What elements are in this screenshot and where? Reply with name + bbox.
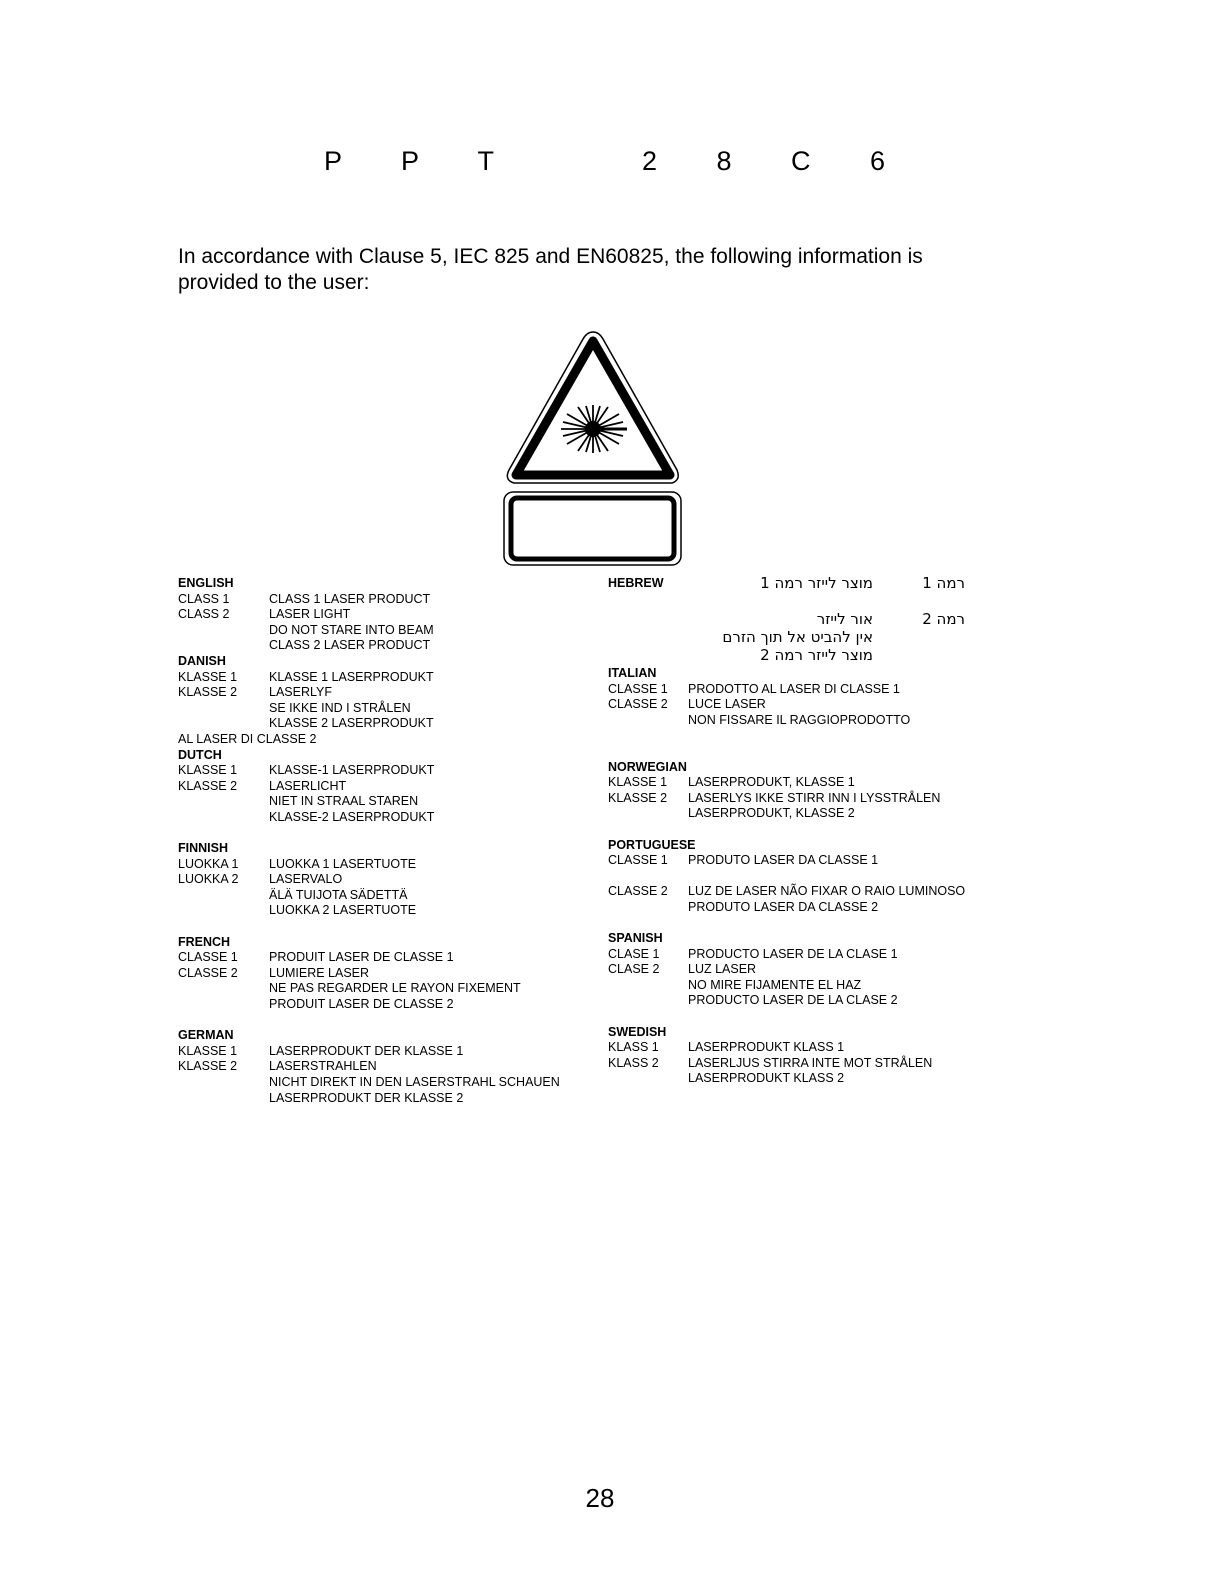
class-text: PRODUCTO LASER DE LA CLASE 2 xyxy=(688,993,898,1008)
class-label xyxy=(178,1075,269,1091)
class-text: LASERPRODUKT KLASS 1 xyxy=(688,1040,845,1055)
document-title: P P T 2 8 C 6 xyxy=(323,146,901,176)
class-text: NIET IN STRAAL STAREN xyxy=(269,794,419,809)
left-language-column xyxy=(178,576,588,1106)
class-label: CLASSE 2 xyxy=(178,965,238,980)
language-heading: DANISH xyxy=(178,653,226,668)
class-text: NICHT DIREKT IN DEN LASERSTRAHL SCHAUEN xyxy=(269,1075,560,1089)
class-text: SE IKKE IND I STRÅLEN xyxy=(269,700,411,715)
class-text: KLASSE 2 LASERPRODUKT xyxy=(269,716,434,731)
language-heading: ENGLISH xyxy=(178,576,234,590)
class-label: KLASS 2 xyxy=(608,1055,659,1070)
language-heading: SWEDISH xyxy=(608,1024,667,1039)
class-text: PRODUIT LASER DE CLASSE 2 xyxy=(269,997,454,1012)
page-number: 28 xyxy=(585,1483,615,1513)
class-label xyxy=(608,713,688,729)
class-text: NON FISSARE IL RAGGIOPRODOTTO xyxy=(688,712,911,727)
class-text: LASERLICHT xyxy=(269,778,347,793)
class-label xyxy=(178,810,269,826)
class-label: CLASSE 1 xyxy=(608,853,668,868)
class-text: DO NOT STARE INTO BEAM xyxy=(269,622,434,637)
class-label: KLASSE 1 xyxy=(178,669,238,684)
class-text: NO MIRE FIJAMENTE EL HAZ xyxy=(688,977,862,992)
class-label xyxy=(608,1071,688,1087)
language-heading: NORWEGIAN xyxy=(608,759,687,774)
language-heading: ITALIAN xyxy=(608,666,657,680)
class-label xyxy=(178,716,269,732)
class-text: KLASSE-1 LASERPRODUKT xyxy=(269,763,435,778)
class-text: ÄLÄ TUIJOTA SÄDETTÄ xyxy=(269,887,408,902)
class-text: LASERVALO xyxy=(269,872,343,887)
class-label: CLASSE 2 xyxy=(608,884,668,899)
class-text: LASERPRODUKT DER KLASSE 1 xyxy=(269,1043,464,1058)
class-text: PRODUCTO LASER DE LA CLASE 1 xyxy=(688,946,898,961)
class-text: LUCE LASER xyxy=(688,697,766,712)
class-text: KLASSE-2 LASERPRODUKT xyxy=(269,809,435,824)
class-text: PRODUIT LASER DE CLASSE 1 xyxy=(269,950,454,965)
section-finnish xyxy=(178,841,588,919)
class-label: CLASE 2 xyxy=(608,962,660,977)
class-label: CLASSE 1 xyxy=(608,681,668,696)
section-swedish xyxy=(608,1025,988,1087)
class-label: CLASE 1 xyxy=(608,946,660,961)
class-label xyxy=(178,638,269,654)
class-label: KLASS 1 xyxy=(608,1040,659,1055)
class-text: LUOKKA 1 LASERTUOTE xyxy=(269,856,417,871)
class-text: LUZ LASER xyxy=(688,962,757,977)
class-label: KLASSE 2 xyxy=(608,790,668,805)
section-portuguese xyxy=(608,838,988,916)
right-language-column xyxy=(608,576,988,1087)
section-french xyxy=(178,935,588,1013)
class-label: KLASSE 2 xyxy=(178,778,238,793)
hebrew-class2-line1: אור לייזר xyxy=(816,610,873,628)
class-label: CLASSE 2 xyxy=(608,697,668,712)
class-label: LUOKKA 2 xyxy=(178,872,239,887)
language-heading: DUTCH xyxy=(178,747,222,762)
class-label xyxy=(178,794,269,810)
section-italian xyxy=(608,666,988,728)
class-label xyxy=(608,900,688,916)
class-label xyxy=(178,981,269,997)
class-text: PRODOTTO AL LASER DI CLASSE 1 xyxy=(688,681,900,696)
intro-paragraph: In accordance with Clause 5, IEC 825 and EN60825, the following information is provided to the user: xyxy=(178,245,923,294)
language-heading: SPANISH xyxy=(608,931,663,946)
class-text: CLASS 2 LASER PRODUCT xyxy=(269,638,431,653)
class-text: NE PAS REGARDER LE RAYON FIXEMENT xyxy=(269,981,521,996)
hebrew-class1-text: מוצר לייזר רמה 1 xyxy=(760,574,873,592)
laser-warning-icon xyxy=(498,328,688,570)
class-label: CLASSE 1 xyxy=(178,950,238,965)
language-heading: PORTUGUESE xyxy=(608,837,696,852)
class-label xyxy=(178,903,269,919)
class-text: PRODUTO LASER DA CLASSE 2 xyxy=(688,899,879,914)
hebrew-class1-label: רמה 1 xyxy=(922,574,965,592)
class-label xyxy=(608,806,688,822)
section-hebrew xyxy=(608,576,988,666)
language-heading: FRENCH xyxy=(178,934,231,949)
class-text: PRODUTO LASER DA CLASSE 1 xyxy=(688,853,879,868)
class-text: LASERPRODUKT, KLASSE 1 xyxy=(688,775,855,790)
class-text: LASERLYS IKKE STIRR INN I LYSSTRÅLEN xyxy=(688,790,941,805)
class-label xyxy=(178,1091,269,1107)
class-text: LASERSTRAHLEN xyxy=(269,1059,377,1074)
class-text: LASERLYF xyxy=(269,685,332,700)
stray-text-line: AL LASER DI CLASSE 2 xyxy=(178,731,317,746)
class-label xyxy=(608,993,688,1009)
class-text: LASER LIGHT xyxy=(269,607,351,622)
language-heading: HEBREW xyxy=(608,576,664,590)
class-text: LUMIERE LASER xyxy=(269,965,370,980)
language-heading: GERMAN xyxy=(178,1028,234,1043)
class-text: CLASS 1 LASER PRODUCT xyxy=(269,591,431,606)
class-text: LASERPRODUKT KLASS 2 xyxy=(688,1071,845,1086)
class-label: CLASS 2 xyxy=(178,607,230,622)
section-german xyxy=(178,1028,588,1106)
class-text: KLASSE 1 LASERPRODUKT xyxy=(269,669,434,684)
class-label xyxy=(608,978,688,994)
class-label xyxy=(178,997,269,1013)
class-label: KLASSE 2 xyxy=(178,685,238,700)
hebrew-class2-label: רמה 2 xyxy=(922,610,965,628)
class-text: LASERPRODUKT DER KLASSE 2 xyxy=(269,1090,464,1105)
section-danish xyxy=(178,654,588,748)
section-spanish xyxy=(608,931,988,1009)
class-text: LASERLJUS STIRRA INTE MOT STRÅLEN xyxy=(688,1055,933,1070)
class-label: KLASSE 1 xyxy=(178,1043,238,1058)
hebrew-class2-line3: מוצר לייזר רמה 2 xyxy=(760,646,873,664)
section-english xyxy=(178,576,588,654)
section-norwegian xyxy=(608,760,988,822)
class-label: CLASS 1 xyxy=(178,591,230,606)
class-text: LUZ DE LASER NÃO FIXAR O RAIO LUMINOSO xyxy=(688,884,966,899)
class-label xyxy=(178,623,269,639)
language-heading: FINNISH xyxy=(178,841,228,856)
class-text: LUOKKA 2 LASERTUOTE xyxy=(269,903,417,918)
class-label xyxy=(178,888,269,904)
class-label xyxy=(178,701,269,717)
class-label: KLASSE 2 xyxy=(178,1059,238,1074)
class-label: LUOKKA 1 xyxy=(178,856,239,871)
class-label xyxy=(608,869,688,885)
class-label: KLASSE 1 xyxy=(178,763,238,778)
class-label: KLASSE 1 xyxy=(608,775,668,790)
class-text: LASERPRODUKT, KLASSE 2 xyxy=(688,806,855,821)
section-dutch xyxy=(178,748,588,826)
hebrew-class2-line2: אין להביט אל תוך הזרם xyxy=(722,628,873,646)
